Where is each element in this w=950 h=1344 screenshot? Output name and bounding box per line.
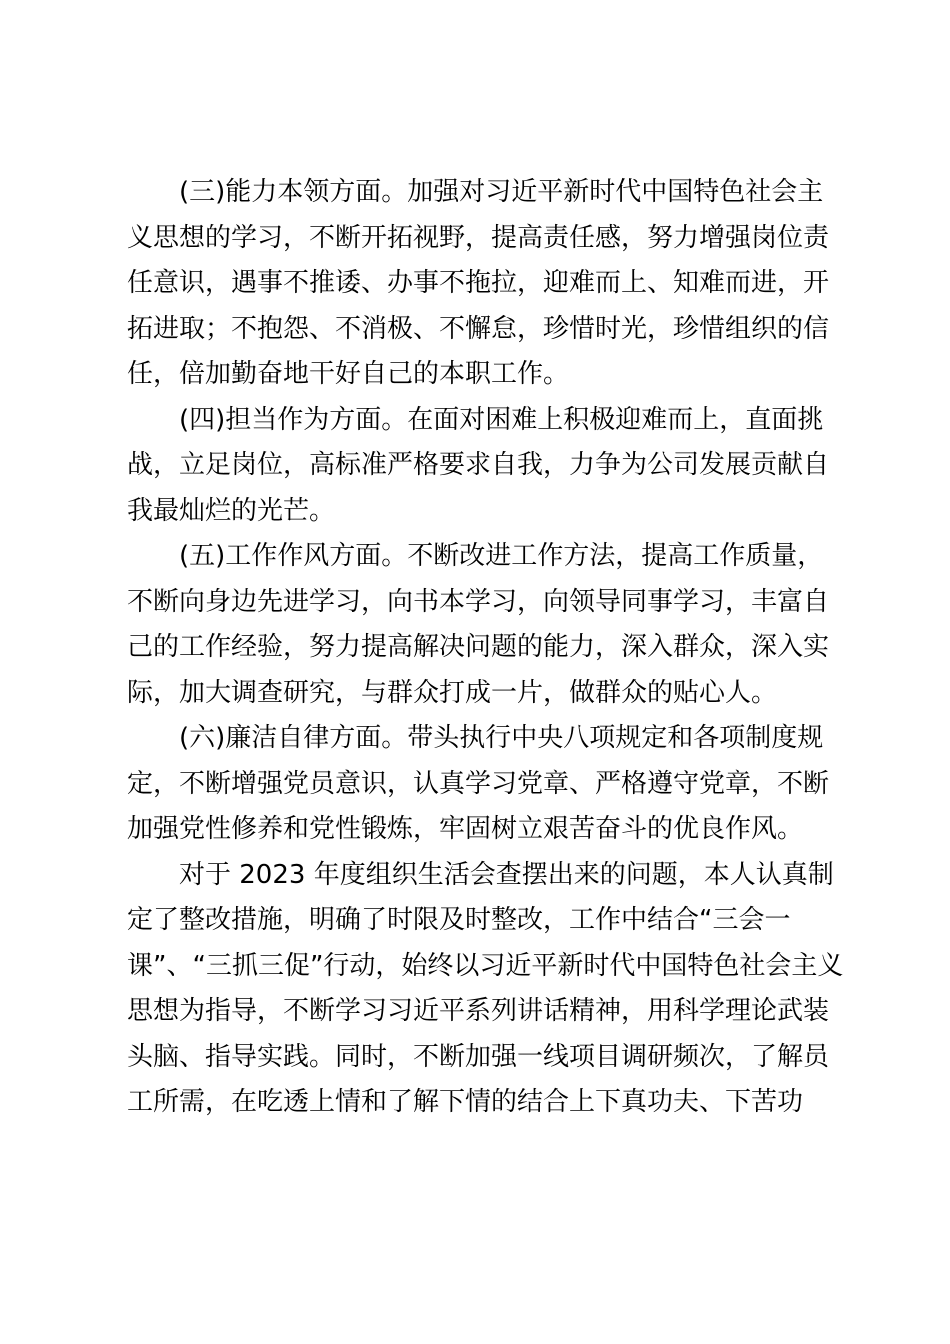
paragraph-line: 思想为指导，不断学习习近平系列讲话精神，用科学理论武装	[127, 996, 830, 1026]
paragraph-line: 不断向身边先进学习，向书本学习，向领导同事学习，丰富自	[127, 586, 830, 617]
paragraph-line: 任意识，遇事不推诿、办事不拖拉，迎难而上、知难而进，开	[127, 268, 830, 298]
document-body	[127, 170, 844, 1126]
paragraph-line: 己的工作经验，努力提高解决问题的能力，深入群众，深入实	[127, 632, 830, 662]
paragraph-line: 战，立足岗位，高标准严格要求自我，力争为公司发展贡献自	[127, 450, 830, 480]
paragraph-first-line: (六)廉洁自律方面。带头执行中央八项规定和各项制度规	[179, 723, 824, 753]
paragraph-first-line: (五)工作作风方面。不断改进工作方法，提高工作质量，	[179, 541, 824, 571]
paragraph-line: 头脑、指导实践。同时，不断加强一线项目调研频次，了解员	[127, 1041, 830, 1072]
paragraph-line: 定，不断增强党员意识，认真学习党章、严格遵守党章，不断	[127, 768, 830, 799]
paragraph-first-line: 对于 2023 年度组织生活会查摆出来的问题，本人认真制	[179, 859, 834, 890]
paragraph-line: 加强党性修养和党性锻炼，牢固树立艰苦奋斗的优良作风。	[127, 814, 804, 844]
paragraph-line: 我最灿烂的光芒。	[127, 495, 336, 526]
paragraph-line: 任，倍加勤奋地干好自己的本职工作。	[127, 359, 570, 389]
paragraph-line: 课”、“三抓三促”行动，始终以习近平新时代中国特色社会主义	[127, 950, 844, 981]
paragraph-line: 义思想的学习，不断开拓视野，提高责任感，努力增强岗位责	[127, 222, 830, 253]
paragraph-first-line: (四)担当作为方面。在面对困难上积极迎难而上，直面挑	[179, 404, 824, 435]
paragraph-first-line: (三)能力本领方面。加强对习近平新时代中国特色社会主	[179, 177, 824, 207]
paragraph-line: 定了整改措施，明确了时限及时整改，工作中结合“三会一	[127, 905, 791, 935]
paragraph-line: 工所需，在吃透上情和了解下情的结合上下真功夫、下苦功	[127, 1087, 804, 1117]
paragraph-line: 际，加大调查研究，与群众打成一片，做群众的贴心人。	[127, 677, 778, 708]
paragraph-line: 拓进取；不抱怨、不消极、不懈怠，珍惜时光，珍惜组织的信	[127, 313, 830, 344]
